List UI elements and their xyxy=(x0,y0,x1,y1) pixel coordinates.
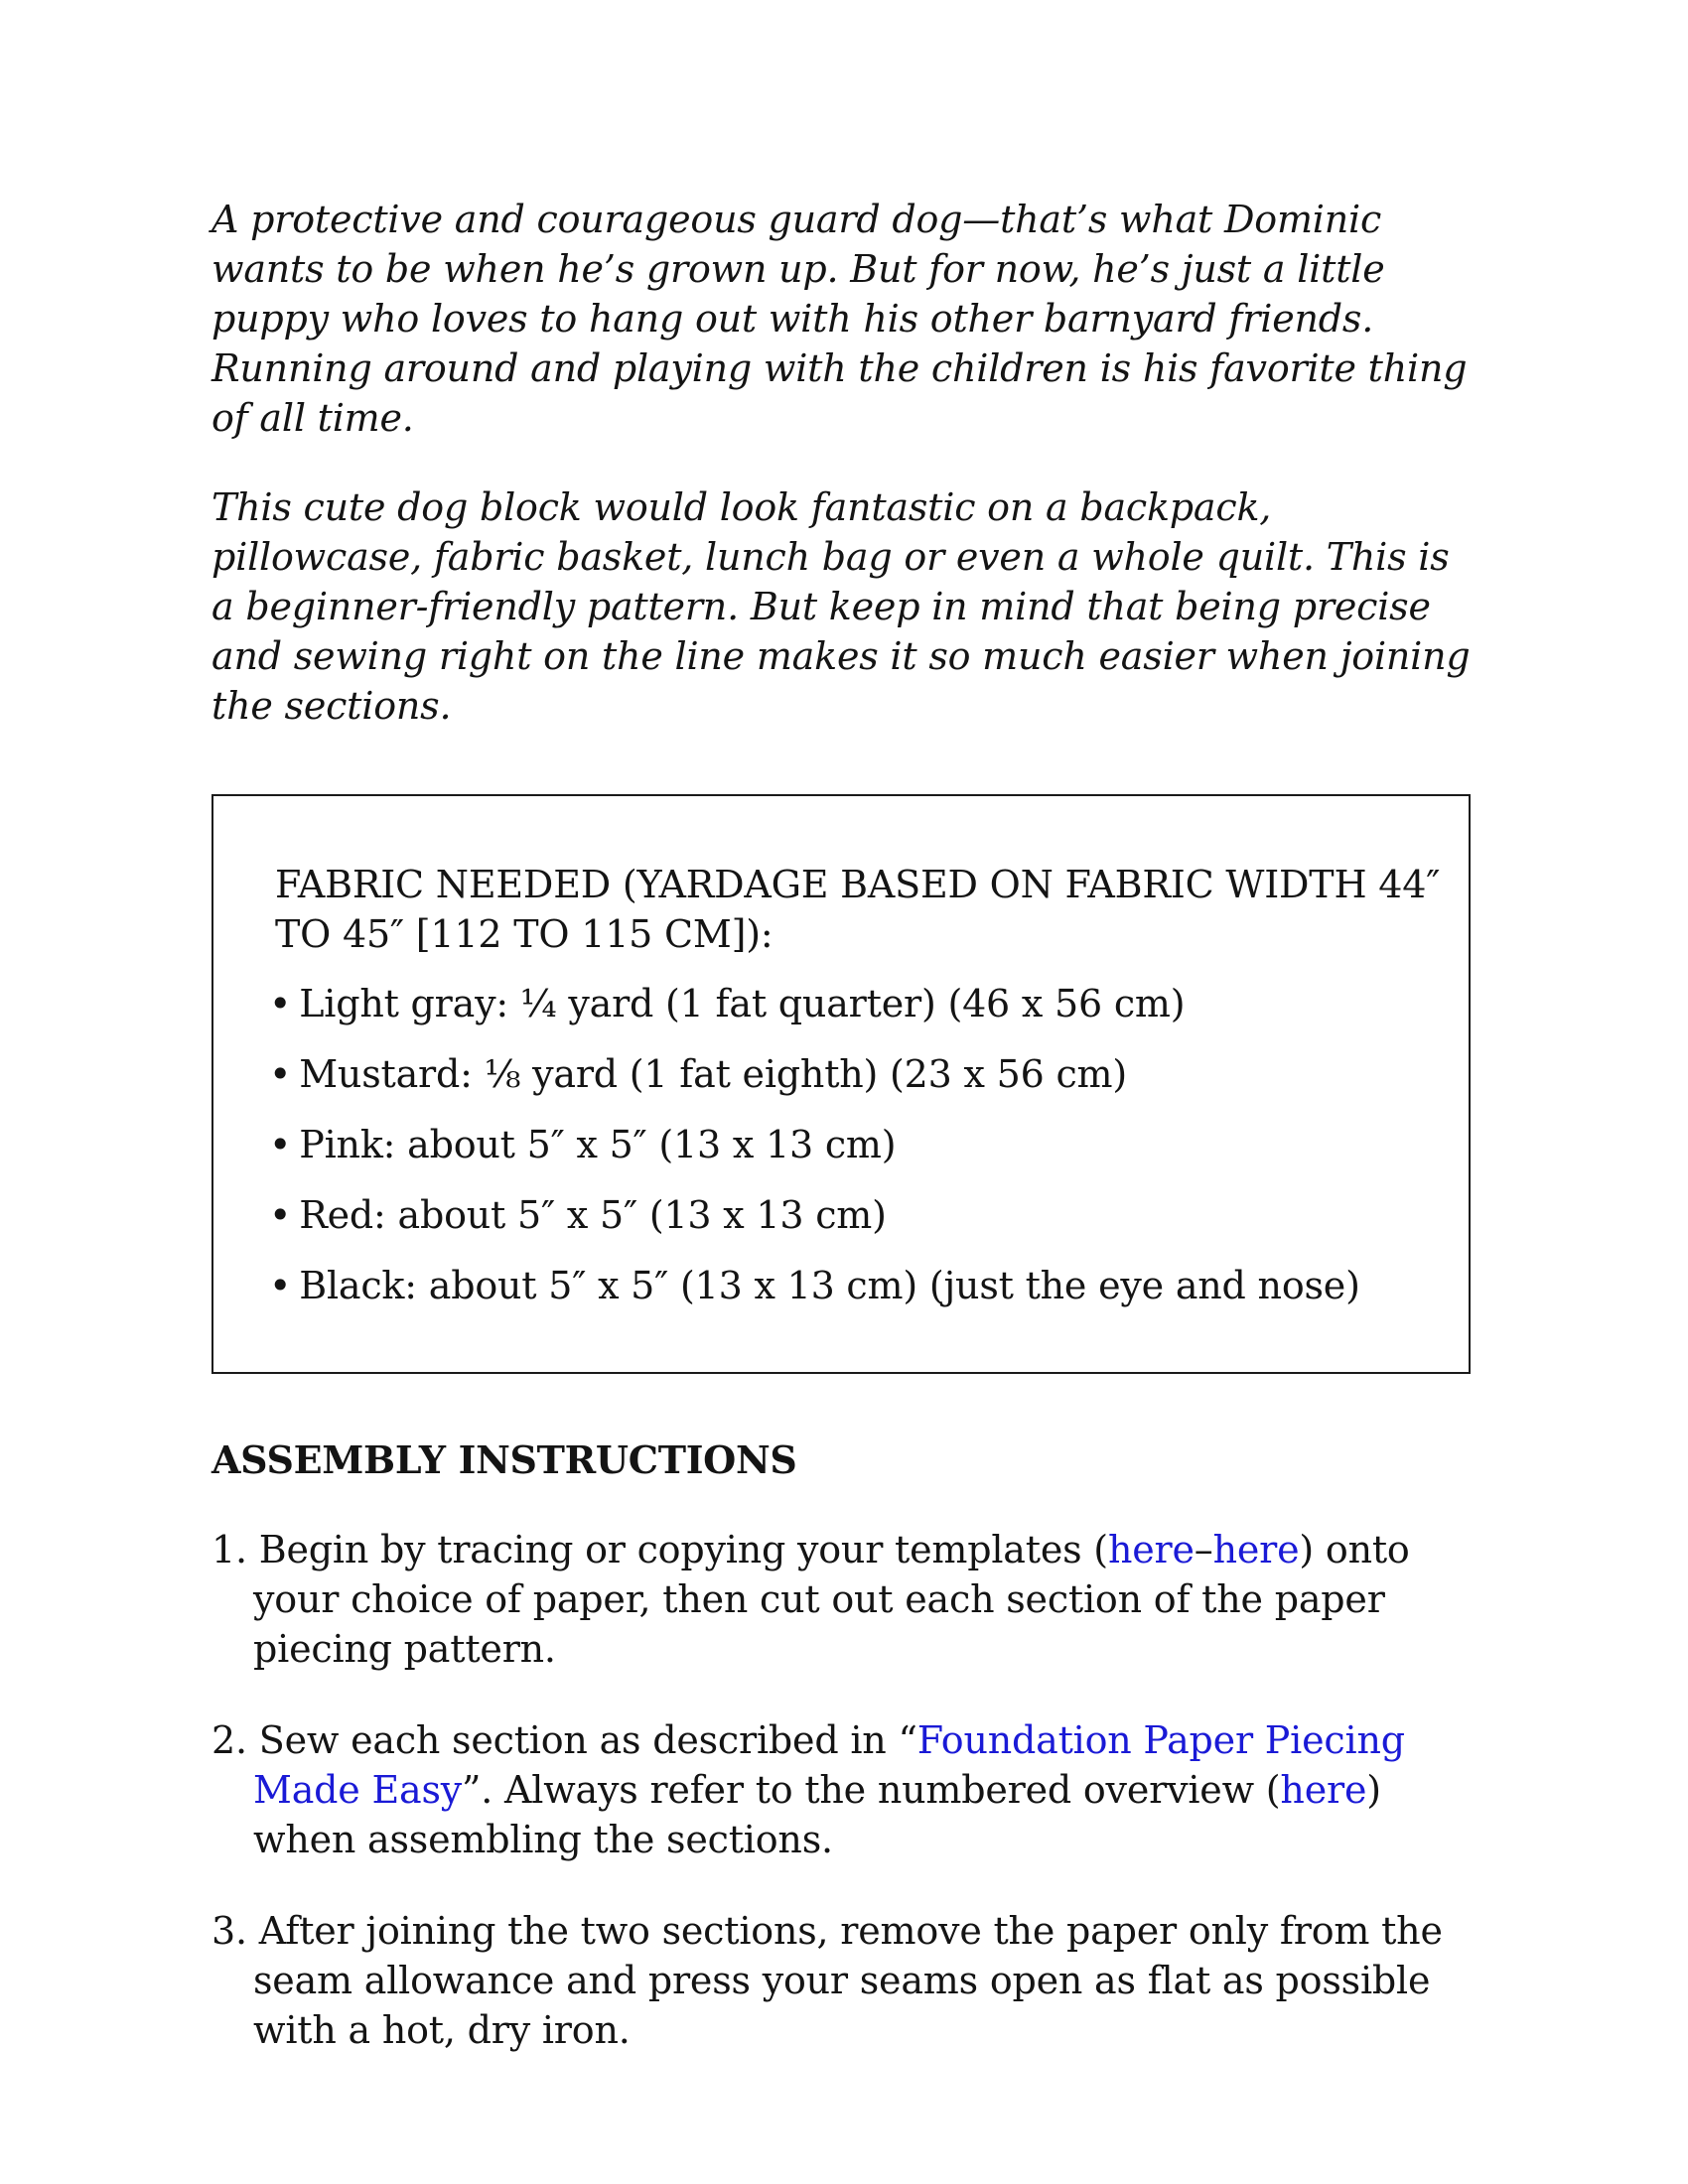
assembly-instructions-heading: ASSEMBLY INSTRUCTIONS xyxy=(211,1437,797,1482)
bullet-icon: • xyxy=(269,982,292,1025)
fabric-item xyxy=(269,1049,1469,1099)
step-text: Begin by tracing or copying your templates ( xyxy=(258,1528,1108,1571)
fabric-item xyxy=(269,1261,1469,1310)
bullet-icon: • xyxy=(269,1052,292,1096)
intro-paragraph-2: This cute dog block would look fantastic on a backpack, pillowcase, fabric basket, lunch bag or even a whole quilt. This is a beginner-friendly pattern. But keep in mind that being precise and sewing right on the line makes it so much easier when joining the sections. xyxy=(211,485,1471,728)
step-text: ) when assembling the sections. xyxy=(253,1768,1381,1861)
document-page xyxy=(211,195,1475,2055)
fabric-heading: FABRIC NEEDED (YARDAGE BASED ON FABRIC WIDTH 44″ TO 45″ [112 TO 115 CM]): xyxy=(275,863,1441,956)
templates-link-end[interactable]: here xyxy=(1212,1528,1300,1571)
step-text: ) onto your choice of paper, then cut out each section of the paper piecing pattern. xyxy=(253,1528,1410,1671)
fabric-item xyxy=(269,1190,1469,1240)
foundation-paper-piecing-link[interactable]: Foundation Paper Piecing Made Easy xyxy=(253,1718,1405,1812)
bullet-icon: • xyxy=(269,1193,292,1237)
bullet-icon: • xyxy=(269,1123,292,1166)
assembly-step-2 xyxy=(211,1715,1475,1864)
fabric-item-text: Black: about 5″ x 5″ (13 x 13 cm) (just the eye and nose) xyxy=(299,1264,1360,1307)
step-number: 1. xyxy=(211,1528,247,1571)
fabric-item xyxy=(269,1120,1469,1169)
templates-link-start[interactable]: here xyxy=(1107,1528,1195,1571)
fabric-item-text: Pink: about 5″ x 5″ (13 x 13 cm) xyxy=(299,1123,897,1166)
step-text: After joining the two sections, remove the paper only from the seam allowance and press your seams open as flat as possible with a hot, dry iron. xyxy=(253,1909,1443,2052)
fabric-item-text: Mustard: ⅛ yard (1 fat eighth) (23 x 56 cm) xyxy=(299,1052,1127,1096)
fabric-item xyxy=(269,979,1469,1028)
assembly-steps-list xyxy=(211,1525,1475,2055)
step-text: Sew each section as described in “ xyxy=(258,1718,917,1762)
step-text: ”. Always refer to the numbered overview ( xyxy=(462,1768,1281,1812)
fabric-item-text: Light gray: ¼ yard (1 fat quarter) (46 x 56 cm) xyxy=(299,982,1186,1025)
fabric-needed-box xyxy=(211,794,1471,1374)
step-number: 2. xyxy=(211,1718,247,1762)
fabric-item-text: Red: about 5″ x 5″ (13 x 13 cm) xyxy=(299,1193,887,1237)
fabric-list xyxy=(269,979,1469,1310)
assembly-step-1 xyxy=(211,1525,1475,1674)
bullet-icon: • xyxy=(269,1264,292,1307)
numbered-overview-link[interactable]: here xyxy=(1280,1768,1367,1812)
intro-paragraph-1: A protective and courageous guard dog—that’s what Dominic wants to be when he’s grown up. But for now, he’s just a little puppy who loves to hang out with his other barnyard friends. Running around and playing with the children is his favorite thing of all time. xyxy=(211,198,1468,440)
assembly-step-3 xyxy=(211,1906,1475,2055)
link-range-dash: – xyxy=(1194,1528,1213,1571)
step-number: 3. xyxy=(211,1909,247,1953)
